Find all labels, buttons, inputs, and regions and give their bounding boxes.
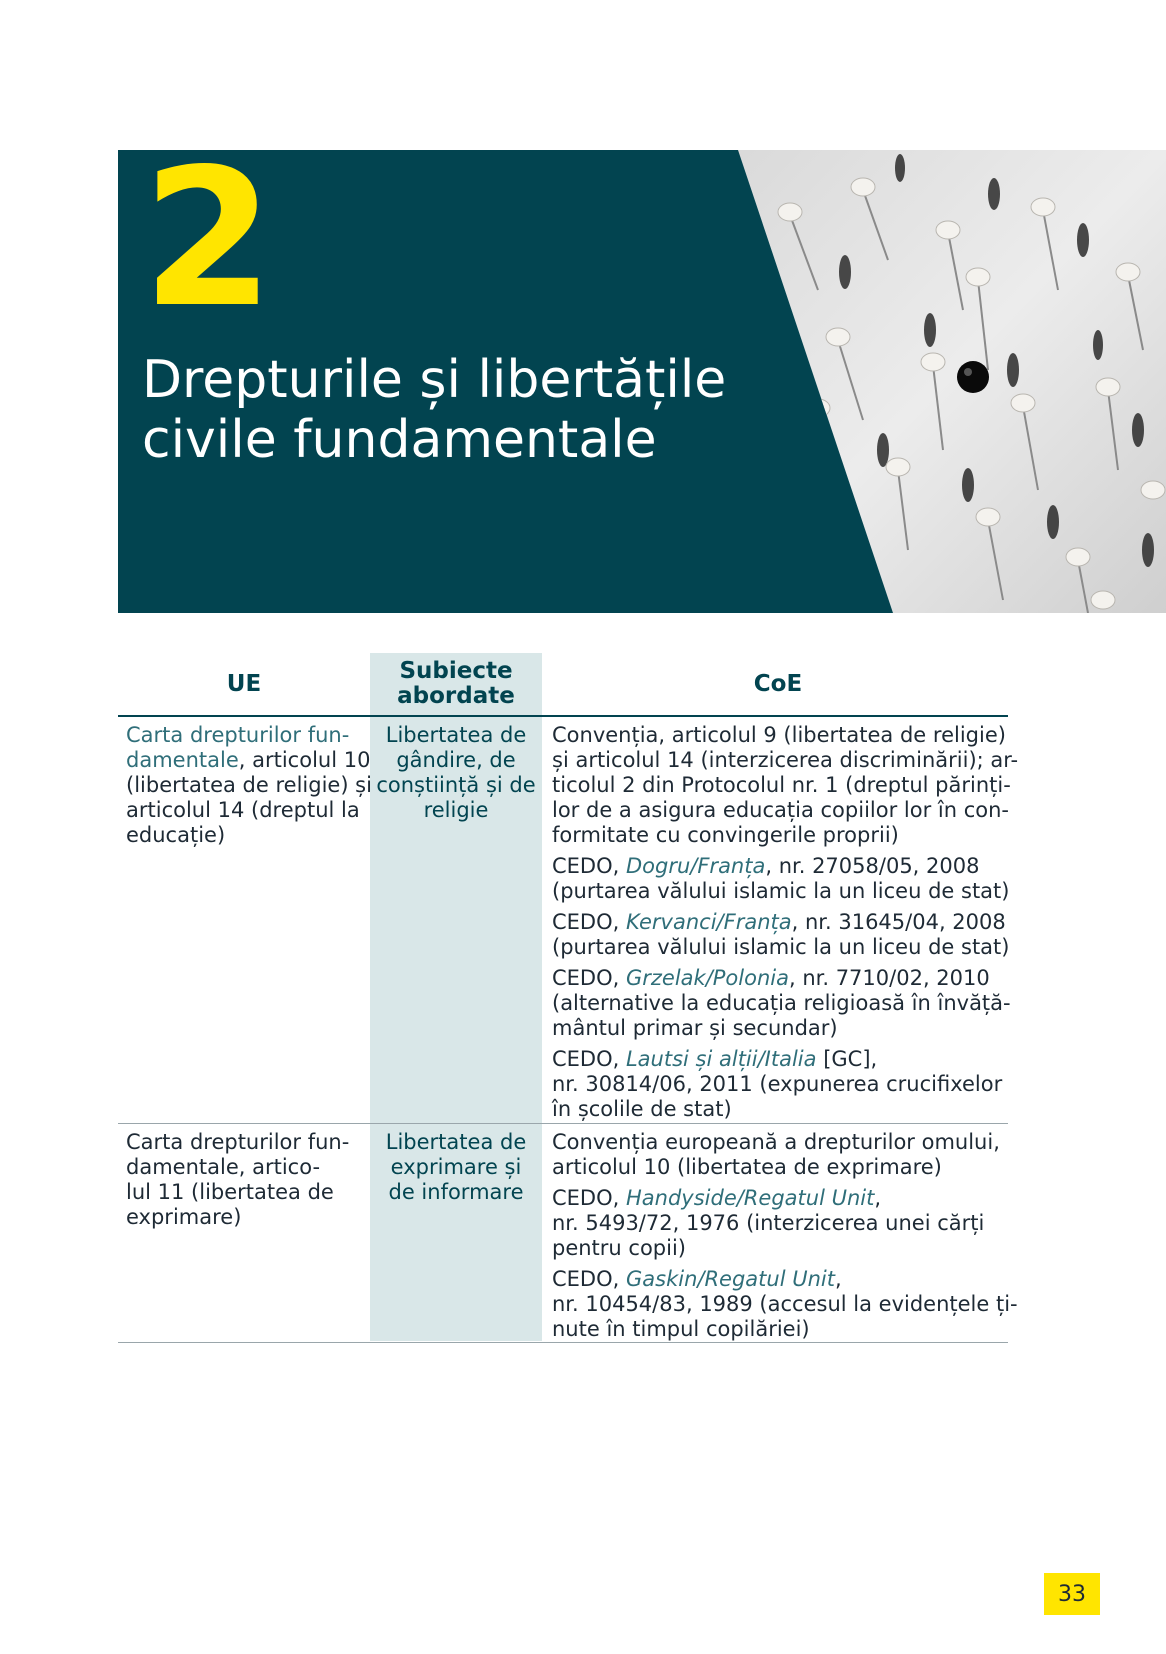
eu-text: articolul 14 (dreptul la: [126, 798, 360, 822]
charter-link[interactable]: Carta drepturilor fun-: [126, 723, 350, 747]
table-row: [118, 1124, 1018, 1343]
topic-text: exprimare și: [390, 1155, 522, 1179]
chapter-title-line-2: civile fundamentale: [142, 410, 657, 470]
column-header-coe: CoE: [753, 670, 803, 697]
topic-text: de informare: [388, 1180, 524, 1204]
case-entry: [552, 910, 1010, 960]
case-reference: ,: [834, 1267, 842, 1291]
column-header-eu: UE: [226, 670, 262, 697]
case-description: mântul primar și secundar): [552, 1016, 838, 1040]
case-link[interactable]: Lautsi și alții/Italia: [625, 1047, 817, 1071]
topic-text: Libertatea de: [385, 723, 527, 747]
convention-entry: [552, 723, 1019, 848]
case-description: nute în timpul copilăriei): [552, 1317, 810, 1341]
eu-text: damentale, artico-: [126, 1155, 321, 1179]
topic-text: conștiință și de: [376, 773, 536, 797]
table-header: [118, 653, 1008, 717]
case-reference: , nr. 31645/04, 2008: [791, 910, 1006, 934]
chapter-title-line-1: Drepturile și libertățile: [142, 350, 727, 410]
case-description: nr. 10454/83, 1989 (accesul la evidențele ți-: [552, 1292, 1018, 1316]
page-number: 33: [1044, 1573, 1100, 1615]
coe-text: ticolul 2 din Protocolul nr. 1 (dreptul părinți-: [552, 773, 1011, 797]
case-link[interactable]: Handyside/Regatul Unit: [625, 1186, 875, 1210]
coe-cell: [552, 1130, 1018, 1348]
overview-table: [118, 653, 1019, 1343]
case-description: nr. 30814/06, 2011 (expunerea crucifixelor: [552, 1072, 1003, 1096]
coe-text: Convenția europeană a drepturilor omului,: [552, 1130, 1000, 1154]
chapter-title: [142, 350, 782, 470]
case-description: (purtarea vălului islamic la un liceu de stat): [552, 935, 1010, 959]
coe-text: formitate cu convingerile proprii): [552, 823, 899, 847]
case-link[interactable]: Gaskin/Regatul Unit: [625, 1267, 835, 1291]
chapter-banner: [118, 150, 1166, 613]
court-label: CEDO,: [552, 1047, 626, 1071]
eu-text: exprimare): [126, 1205, 242, 1229]
topic-cell: [370, 1130, 542, 1205]
case-entry: [552, 1267, 1018, 1342]
case-link[interactable]: Dogru/Franța: [625, 854, 766, 878]
eu-cell: [126, 1130, 366, 1230]
case-description: (purtarea vălului islamic la un liceu de stat): [552, 879, 1010, 903]
case-reference: [GC],: [816, 1047, 878, 1071]
case-reference: , nr. 27058/05, 2008: [765, 854, 980, 878]
case-entry: [552, 1186, 1004, 1261]
court-label: CEDO,: [552, 910, 626, 934]
topic-text: gândire, de: [396, 748, 516, 772]
eu-text: Carta drepturilor fun-: [126, 1130, 350, 1154]
case-description: în școlile de stat): [552, 1097, 732, 1121]
coe-text: Convenția, articolul 9 (libertatea de religie): [552, 723, 1006, 747]
column-header-topics: [370, 653, 542, 715]
coe-text: lor de a asigura educația copiilor lor în con-: [552, 798, 1009, 822]
eu-text: (libertatea de religie) și: [126, 773, 372, 797]
case-link[interactable]: Grzelak/Polonia: [625, 966, 789, 990]
case-description: (alternative la educația religioasă în învăță-: [552, 991, 1011, 1015]
coe-text: și articolul 14 (interzicerea discriminării); ar-: [552, 748, 1019, 772]
topic-cell: [370, 723, 542, 823]
case-entry: [552, 854, 1010, 904]
case-description: nr. 5493/72, 1976 (interzicerea unei cărți: [552, 1211, 985, 1235]
coe-text: articolul 10 (libertatea de exprimare): [552, 1155, 942, 1179]
column-header-topics-line-2: abordate: [397, 683, 515, 709]
convention-entry: [552, 1130, 1004, 1180]
eu-text: lul 11 (libertatea de: [126, 1180, 334, 1204]
case-link[interactable]: Kervanci/Franța: [625, 910, 792, 934]
topic-text: religie: [423, 798, 489, 822]
coe-cell: [552, 723, 1019, 1128]
column-header-topics-line-1: Subiecte: [399, 658, 513, 684]
case-entry: [552, 1047, 1004, 1122]
table-row: [118, 717, 1019, 1124]
eu-text: educație): [126, 823, 226, 847]
case-reference: , nr. 7710/02, 2010: [788, 966, 990, 990]
case-description: pentru copii): [552, 1236, 686, 1260]
case-reference: ,: [874, 1186, 882, 1210]
court-label: CEDO,: [552, 1267, 626, 1291]
court-label: CEDO,: [552, 966, 626, 990]
court-label: CEDO,: [552, 854, 626, 878]
chapter-number: 2: [142, 150, 271, 349]
case-entry: [552, 966, 1011, 1041]
topic-text: Libertatea de: [385, 1130, 527, 1154]
charter-link[interactable]: damentale: [126, 748, 239, 772]
eu-cell: [126, 723, 372, 848]
eu-text: , articolul 10: [238, 748, 371, 772]
court-label: CEDO,: [552, 1186, 626, 1210]
